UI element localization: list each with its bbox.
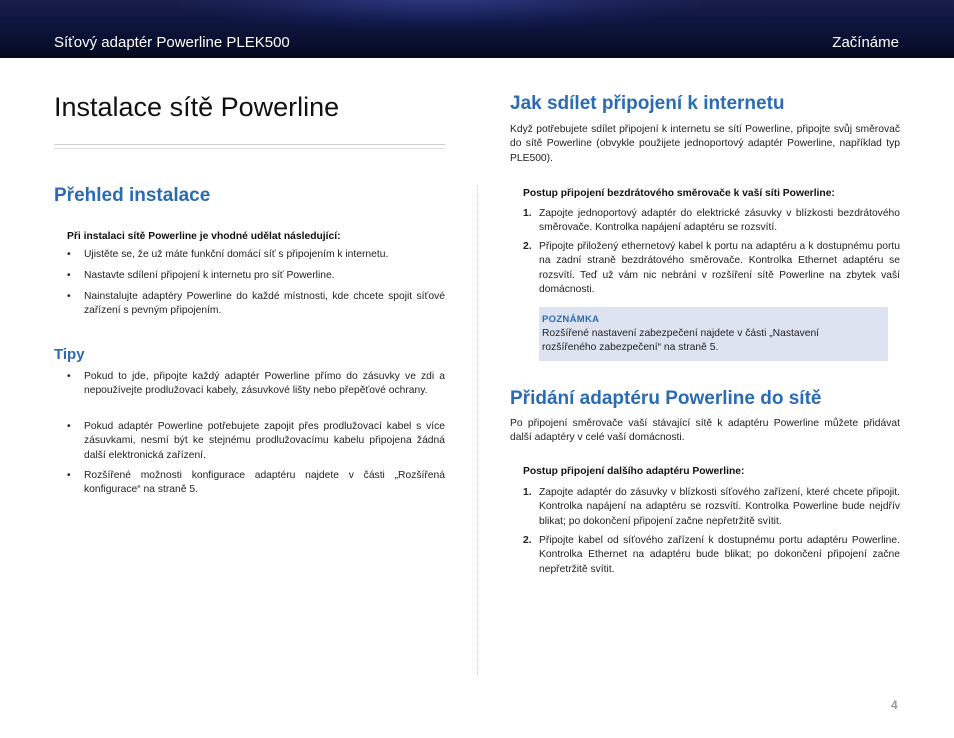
add-intro: Po připojení směrovače vaší stávající sítě k adaptéru Powerline můžete přidávat další adaptéry v celé vaší domácnosti. — [510, 418, 900, 444]
title-divider-secondary — [54, 148, 445, 149]
header-glow — [180, 0, 700, 30]
bullet-dot: • — [67, 421, 71, 432]
tips-heading: Tipy — [54, 346, 85, 363]
note-box — [539, 307, 888, 361]
note-text: Rozšířené nastavení zabezpečení najdete v části „Nastavení rozšířeného zabezpečení“ na straně 5. — [542, 328, 820, 354]
bullet-dot: • — [67, 470, 71, 481]
bullet-dot: • — [67, 291, 71, 302]
bullet-text: Pokud adaptér Powerline potřebujete zapojit přes prodlužovací kabel s více zásuvkami, nesmí být ke stejnému prodlužovacímu kabelu připojena žádná další elektronická zařízení. — [84, 421, 445, 461]
step-number: 2. — [523, 535, 532, 546]
note-label: POZNÁMKA — [542, 314, 600, 325]
share-intro: Když potřebujete sdílet připojení k internetu se sítí Powerline, připojte svůj směrovač do sítě Powerline (obvykle použijete jednoportový adaptér Powerline, například typ PLE500). — [510, 124, 900, 164]
overview-lead: Při instalaci sítě Powerline je vhodné udělat následující: — [67, 231, 341, 242]
bullet-text: Rozšířené možnosti konfigurace adaptéru najdete v části „Rozšířená konfigurace“ na straně 5. — [84, 470, 445, 496]
overview-heading: Přehled instalace — [54, 185, 211, 206]
add-lead: Postup připojení dalšího adaptéru Powerline: — [523, 466, 745, 477]
header-title: Síťový adaptér Powerline PLEK500 — [54, 34, 290, 51]
overview-bullet — [67, 290, 445, 320]
add-heading: Přidání adaptéru Powerline do sítě — [510, 388, 822, 409]
bullet-text: Pokud to jde, připojte každý adaptér Powerline přímo do zásuvky ve zdi a nepoužívejte prodlužovací kabely, zásuvkové lišty nebo přepěťové ochrany. — [84, 371, 445, 397]
bullet-text: Ujistěte se, že už máte funkční domácí síť s připojením k internetu. — [84, 249, 389, 260]
step-text: Připojte přiložený ethernetový kabel k portu na adaptéru a k dostupnému portu na zadní straně bezdrátového směrovače. Kontrolka Ethernet adaptéru se rozsvítí. Teď už vám nic nebrání v rozšíření sítě Powerline na zbytek vaší domácnosti. — [539, 241, 900, 296]
step-text: Připojte kabel od síťového zařízení k dostupnému portu adaptéru Powerline. Kontrolka Ethernet na adaptéru bude blikat; po dokončení připojení začne nepřetržitě svítit. — [539, 535, 900, 575]
title-divider — [54, 144, 445, 145]
bullet-text: Nastavte sdílení připojení k internetu pro síť Powerline. — [84, 270, 335, 281]
header-section: Začínáme — [832, 34, 899, 51]
page-number: 4 — [891, 698, 898, 712]
page-title: Instalace sítě Powerline — [54, 92, 340, 122]
step-number: 1. — [523, 487, 532, 498]
step-text: Zapojte jednoportový adaptér do elektrické zásuvky v blízkosti bezdrátového směrovače. Kontrolka napájení adaptéru se rozsvítí. — [539, 208, 900, 234]
step-number: 2. — [523, 241, 532, 252]
step-text: Zapojte adaptér do zásuvky v blízkosti síťového zařízení, které chcete připojit. Kontrolka napájení na adaptéru se rozsvítí. Kontrolka Powerline bude nejdřív blikat; po dokončení připojení začne nepřetržitě svítit. — [539, 487, 900, 527]
share-lead: Postup připojení bezdrátového směrovače k vaší síti Powerline: — [523, 188, 835, 199]
bullet-dot: • — [67, 270, 71, 281]
step-number: 1. — [523, 208, 532, 219]
bullet-dot: • — [67, 371, 71, 382]
bullet-text: Nainstalujte adaptéry Powerline do každé místnosti, kde chcete spojit síťové zařízení s pevným připojením. — [84, 291, 445, 317]
page-header — [0, 0, 954, 58]
column-divider — [477, 185, 478, 675]
share-heading: Jak sdílet připojení k internetu — [510, 93, 785, 114]
bullet-dot: • — [67, 249, 71, 260]
